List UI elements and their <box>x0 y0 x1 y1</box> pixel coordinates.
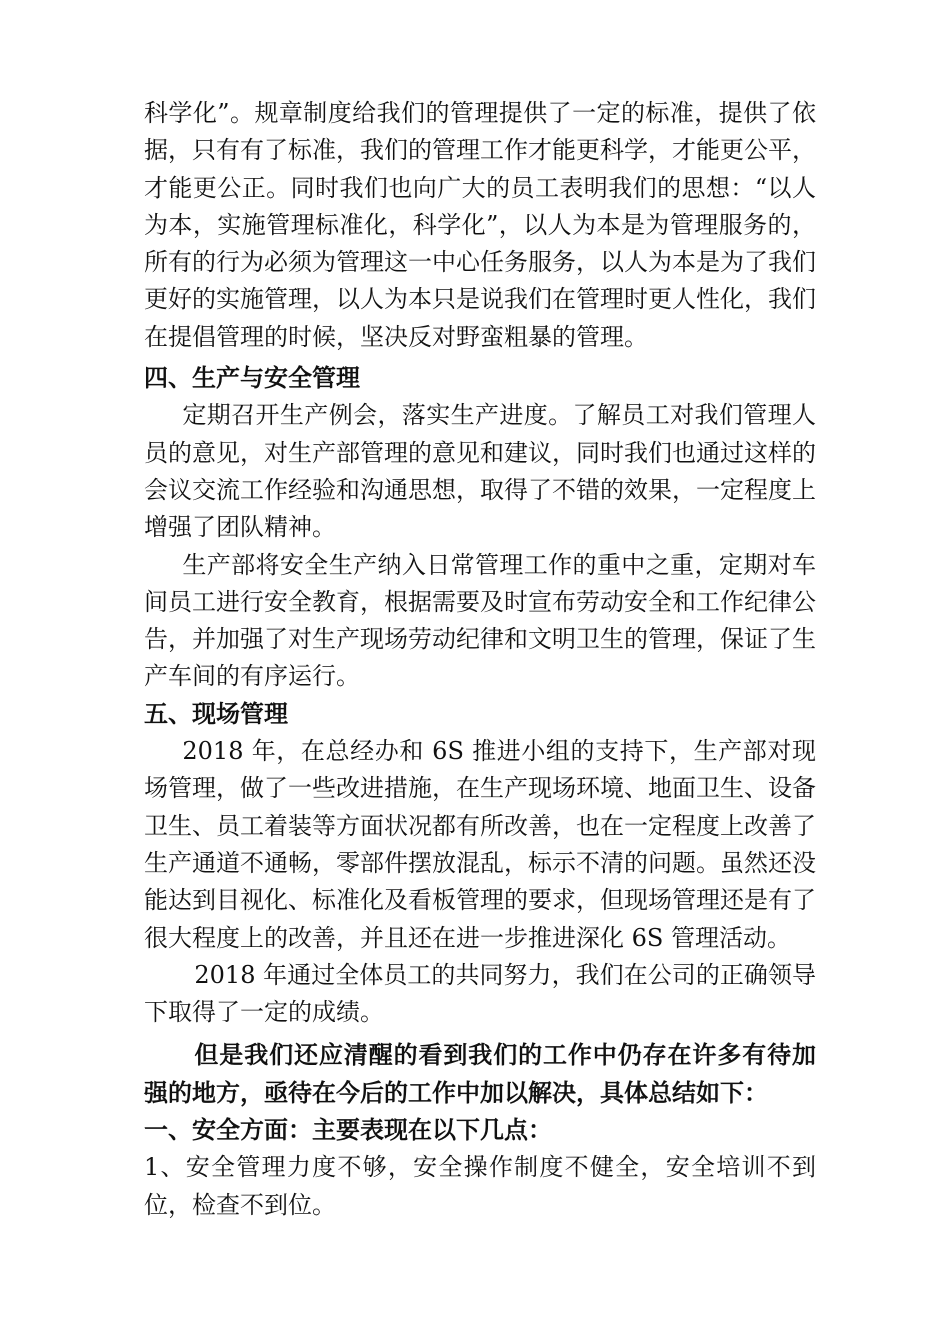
section-heading-site-management: 五、现场管理 <box>144 699 288 728</box>
section-heading-production-safety: 四、生产与安全管理 <box>144 364 360 393</box>
intro-paragraph: 科学化”。规章制度给我们的管理提供了一定的标准，提供了依据，只有有了标准，我们的管理工作才能更科学，才能更公平，才能更公正。同时我们也向广大的员工表明我们的思想：“以人为本，实施管理标准化，科学化”，以人为本是为管理服务的，所有的行为必须为管理这一中心任务服务，以人为本是为了我们更好的实施管理，以人为本只是说我们在管理时更人性化，我们在提倡管理的时候，坚决反对野蛮粗暴的管理。 <box>144 99 816 351</box>
paragraph-site-management: 2018 年，在总经办和 6S 推进小组的支持下，生产部对现场管理，做了一些改进措施，在生产现场环境、地面卫生、设备卫生、员工着装等方面状况都有所改善，也在一定程度上改善了生产通道不通畅，零部件摆放混乱，标示不清的问题。虽然还没能达到目视化、标准化及看板管理的要求，但现场管理还是有了很大程度上的改善，并且还在进一步推进深化 6S 管理活动。 <box>144 737 816 952</box>
paragraph-safety-production: 生产部将安全生产纳入日常管理工作的重中之重，定期对车间员工进行安全教育，根据需要及时宣布劳动安全和工作纪律公告，并加强了对生产现场劳动纪律和文明卫生的管理，保证了生产车间的有序运行。 <box>144 550 816 691</box>
paragraph-achievements: 2018 年通过全体员工的共同努力，我们在公司的正确领导下取得了一定的成绩。 <box>144 960 816 1027</box>
summary-bold-paragraph: 但是我们还应清醒的看到我们的工作中仍存在许多有待加强的地方，亟待在今后的工作中加以解决，具体总结如下： <box>144 1041 816 1107</box>
section-heading-safety-aspects: 一、安全方面：主要表现在以下几点： <box>144 1116 552 1145</box>
safety-item-1: 1、安全管理力度不够，安全操作制度不健全，安全培训不到位，检查不到位。 <box>144 1153 816 1219</box>
document-page <box>144 95 816 1224</box>
paragraph-production-meeting: 定期召开生产例会，落实生产进度。了解员工对我们管理人员的意见，对生产部管理的意见和建议，同时我们也通过这样的会议交流工作经验和沟通思想，取得了不错的效果，一定程度上增强了团队精神。 <box>144 401 816 542</box>
